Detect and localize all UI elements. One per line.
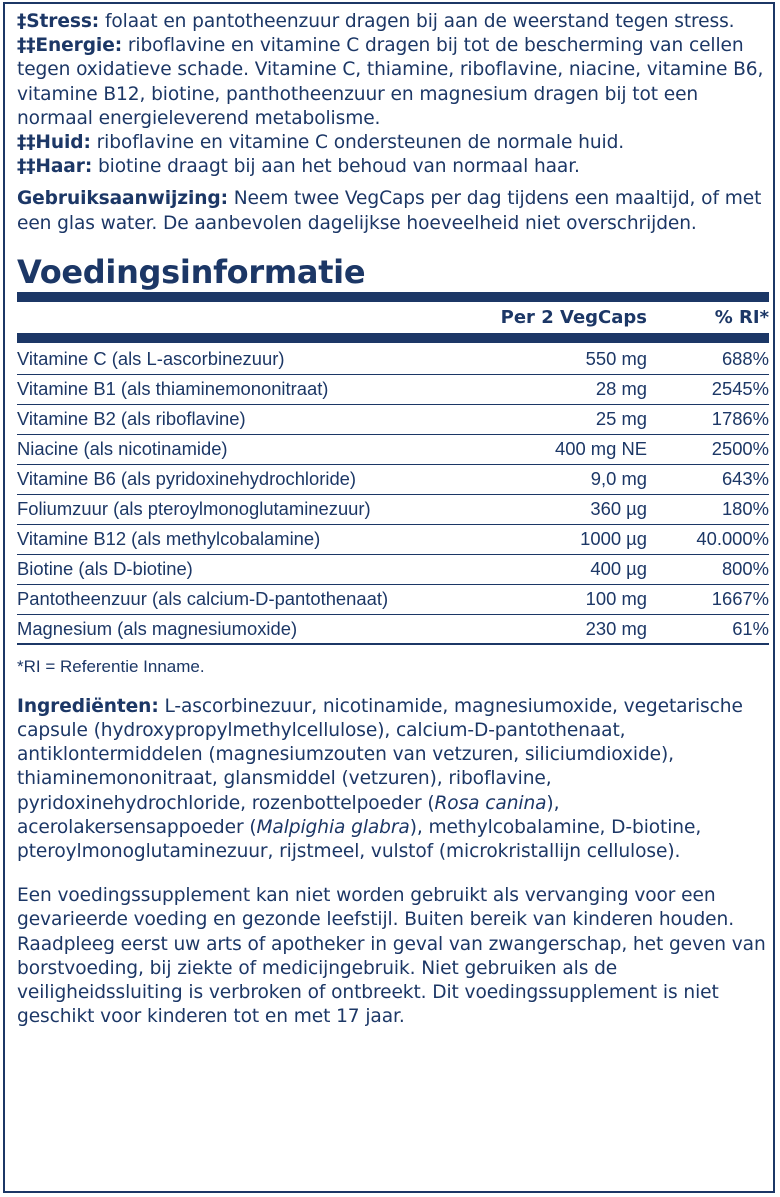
ingredients-text-3: ), methylcobalamine, D-biotine, pteroylmonoglutaminezuur, rijstmeel, vulstof (microkristallijn cellulose). (17, 816, 702, 863)
table-row (17, 405, 769, 435)
nutrient-amount: 100 mg (585, 588, 647, 610)
col-amount-header: Per 2 VegCaps (500, 306, 647, 328)
label-content (17, 10, 769, 1029)
stress-claim (17, 10, 769, 34)
haar-claim (17, 155, 769, 179)
nutrient-name: Foliumzuur (als pteroylmonoglutaminezuur) (17, 498, 371, 520)
usage-label: Gebruiksaanwijzing: (17, 188, 228, 210)
ingredients (17, 695, 769, 864)
nutrient-ri: 2500% (711, 438, 769, 460)
nutrient-ri: 800% (721, 558, 769, 580)
ingredients-text-1: L-ascorbinezuur, nicotinamide, magnesiumoxide, vegetarische capsule (hydroxypropylmethylcellulose), calcium-D-pantothenaat, antiklontermiddelen (magnesiumzouten van vetzuren, siliciumdioxide), thiaminemononitraat, glansmiddel (vetzuren), riboflavine, pyridoxinehydrochloride, rozenbottelpoeder ( (17, 695, 743, 814)
nutrient-amount: 9,0 mg (590, 468, 647, 490)
nutrient-name: Pantotheenzuur (als calcium-D-pantothenaat) (17, 588, 389, 610)
nutrition-title: Voedingsinformatie (17, 252, 366, 291)
table-row (17, 465, 769, 495)
nutrient-ri: 1667% (711, 588, 769, 610)
header-rule (17, 333, 769, 343)
nutrient-name: Magnesium (als magnesiumoxide) (17, 617, 298, 639)
ingredients-italic-1: Rosa canina (434, 792, 547, 814)
nutrient-name: Niacine (als nicotinamide) (17, 438, 228, 460)
nutrient-amount: 1000 µg (580, 528, 647, 550)
table-row (17, 375, 769, 405)
nutrient-name: Vitamine B12 (als methylcobalamine) (17, 528, 321, 550)
nutrient-amount: 360 µg (590, 498, 647, 520)
table-row (17, 495, 769, 525)
nutrient-amount: 230 mg (585, 617, 647, 639)
table-row (17, 585, 769, 615)
energie-label: ‡‡Energie: (17, 35, 123, 57)
ingredients-text-2: ), acerolakersensappoeder ( (17, 792, 560, 838)
table-row (17, 435, 769, 465)
energie-text: riboflavine en vitamine C dragen bij tot de bescherming van cellen tegen oxidatieve schade. Vitamine C, thiamine, riboflavine, niacine, vitamine B6, vitamine B12, biotine, panthotheenzuur en magnesium dragen bij tot een normaal energieleverend metabolisme. (17, 35, 764, 129)
huid-text: riboflavine en vitamine C ondersteunen de normale huid. (90, 132, 625, 154)
huid-claim (17, 131, 769, 155)
usage-text: Neem twee VegCaps per dag tijdens een maaltijd, of met een glas water. De aanbevolen dagelijkse hoeveelheid niet overschrijden. (17, 188, 762, 234)
nutrient-amount: 400 mg NE (555, 438, 647, 460)
table-row (17, 555, 769, 585)
top-rule (17, 292, 769, 302)
table-row (17, 525, 769, 555)
table-header (17, 302, 769, 333)
nutrient-name: Biotine (als D-biotine) (17, 558, 193, 580)
nutrient-ri: 180% (721, 498, 769, 520)
nutrient-name: Vitamine B1 (als thiaminemononitraat) (17, 378, 329, 400)
table-body (17, 343, 769, 645)
col-ri-header: % RI* (714, 306, 769, 328)
stress-text: folaat en pantotheenzuur dragen bij aan de weerstand tegen stress. (99, 11, 735, 32)
ingredients-italic-2: Malpighia glabra (256, 816, 410, 838)
nutrition-table (17, 302, 769, 645)
haar-label: ‡‡Haar: (17, 156, 93, 178)
huid-label: ‡‡Huid: (17, 132, 91, 154)
table-row (17, 615, 769, 645)
nutrient-amount: 25 mg (595, 408, 647, 430)
energie-claim (17, 34, 769, 131)
nutrient-ri: 61% (732, 617, 769, 639)
nutrient-amount: 28 mg (595, 378, 647, 400)
table-row (17, 345, 769, 375)
label-frame (3, 2, 775, 1193)
nutrient-ri: 688% (721, 348, 769, 370)
nutrient-ri: 643% (721, 468, 769, 490)
nutrient-ri: 40.000% (696, 528, 769, 550)
nutrient-amount: 550 mg (585, 348, 647, 370)
nutrient-name: Vitamine B6 (als pyridoxinehydrochloride) (17, 468, 357, 490)
haar-text: biotine draagt bij aan het behoud van normaal haar. (92, 156, 580, 178)
ingredients-label: Ingrediënten: (17, 695, 159, 717)
usage-instructions (17, 187, 769, 235)
warning-text: Een voedingssupplement kan niet worden gebruikt als vervanging voor een gevarieerde voeding en gezonde leefstijl. Buiten bereik van kinderen houden. Raadpleeg eerst uw arts of apotheker in geval van zwangerschap, het geven van borstvoeding, bij ziekte of medicijngebruik. Niet gebruiken als de veiligheidssluiting is verbroken of ontbreekt. Dit voedingssupplement is niet geschikt voor kinderen tot en met 17 jaar. (17, 885, 766, 1028)
nutrient-name: Vitamine C (als L-ascorbinezuur) (17, 348, 285, 370)
nutrient-name: Vitamine B2 (als riboflavine) (17, 408, 246, 430)
ri-footnote: *RI = Referentie Inname. (17, 656, 205, 676)
nutrient-ri: 2545% (711, 378, 769, 400)
nutrient-ri: 1786% (711, 408, 769, 430)
nutrient-amount: 400 µg (590, 558, 647, 580)
stress-label: ‡Stress: (17, 11, 100, 32)
